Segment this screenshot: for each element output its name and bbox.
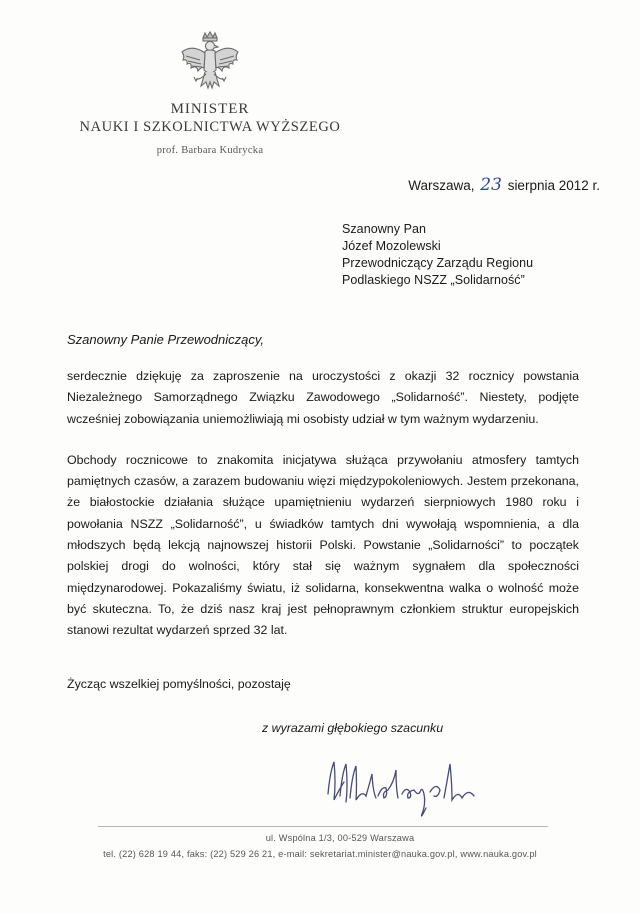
letter-footer: [40, 832, 600, 861]
recipient-line: Przewodniczący Zarządu Regionu: [342, 256, 534, 270]
regards-line: z wyrazami głębokiego szacunku: [262, 721, 444, 735]
letterhead-title-line2: NAUKI I SZKOLNICTWA WYŻSZEGO: [79, 119, 341, 135]
recipient-line: Podlaskiego NSZZ „Solidarność”: [342, 273, 525, 287]
footer-divider: [98, 826, 548, 827]
recipient-block: [342, 221, 533, 289]
body-paragraph: Obchody rocznicowe to znakomita inicjatywa służąca przywołaniu atmosfery tamtych pamiętnych czasów, a zarazem budowaniu więzi międzypokoleniowych. Jestem przekonana, że białostockie działania służące upamiętnieniu wydarzeń sierpniowych 1980 roku i powołania NSZZ „Solidarność”, u świadków tamtych dni wywołają wspomnienia, a dla młodszych będą lekcją najnowszej historii Polski. Powstanie „Solidarności” to początek polskiej drogi do wolności, który stał się ważnym sygnałem dla społeczności międzynarodowej. Pokazaliśmy światu, iż solidarna, konsekwentna walka o wolność może być skuteczna. To, że dziś nasz kraj jest pełnoprawnym członkiem struktur europejskich stanowi rezultat wydarzeń sprzed 32 lat.: [67, 452, 579, 638]
ministry-letterhead: [60, 100, 360, 158]
date-line: [300, 176, 600, 195]
recipient-line: Józef Mozolewski: [342, 239, 441, 253]
letterhead-title-line1: MINISTER: [170, 101, 250, 117]
minister-name: prof. Barbara Kudrycka: [156, 145, 264, 156]
closing-line: Życząc wszelkiej pomyślności, pozostaję: [67, 677, 291, 691]
date-day: 23: [480, 175, 502, 195]
recipient-line: Szanowny Pan: [342, 222, 426, 236]
handwritten-signature: [322, 752, 492, 822]
white-eagle-icon: [178, 30, 242, 100]
footer-address: ul. Wspólna 1/3, 00-529 Warszawa: [265, 833, 415, 843]
body-paragraph: serdecznie dziękuję za zaproszenie na uroczystości z okazji 32 rocznicy powstania Niezależnego Samorządnego Związku Zawodowego „Solidarność”. Niestety, podjęte wcześniej zobowiązania uniemożliwiają mi osobisty udział w tym ważnym wydarzeniu.: [67, 369, 579, 426]
footer-contact: tel. (22) 628 19 44, faks: (22) 529 26 21, e-mail: sekretariat.minister@nauka.gov.pl, www.nauka.gov.pl: [103, 849, 537, 859]
date-place: Warszawa,: [408, 178, 475, 193]
salutation: Szanowny Panie Przewodniczący,: [67, 332, 265, 347]
date-month-year: sierpnia 2012 r.: [507, 178, 600, 193]
letter-body: [67, 366, 579, 662]
